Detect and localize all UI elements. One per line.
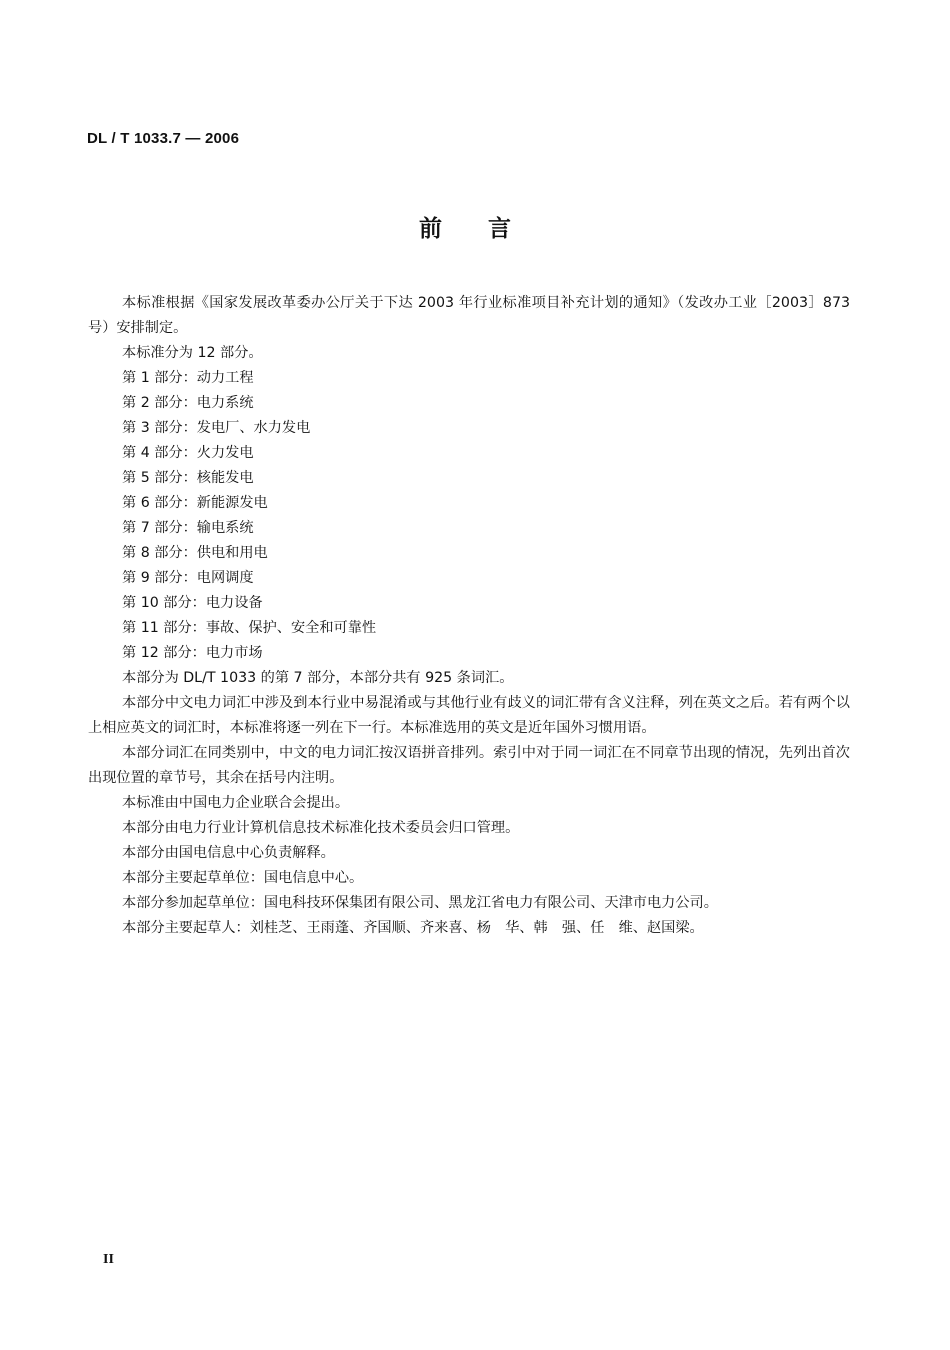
paragraph: 第 6 部分：新能源发电 [122,495,268,511]
paragraph: 第 3 部分：发电厂、水力发电 [122,420,311,436]
paragraph: 本标准分为 12 部分。 [122,345,263,361]
paragraph: 本部分词汇在同类别中，中文的电力词汇按汉语拼音排列。索引中对于同一词汇在不同章节出现的情况，先列出首次出现位置的章节号，其余在括号内注明。 [88,745,850,786]
paragraph: 第 10 部分：电力设备 [122,595,263,611]
paragraph: 第 9 部分：电网调度 [122,570,254,586]
page-number: II [103,1252,114,1267]
paragraph: 第 7 部分：输电系统 [122,520,254,536]
paragraph: 第 2 部分：电力系统 [122,395,254,411]
paragraph: 本部分为 DL/T 1033 的第 7 部分，本部分共有 925 条词汇。 [122,670,514,686]
paragraph: 本部分主要起草人：刘桂芝、王雨蓬、齐国顺、齐来喜、杨 华、韩 强、任 维、赵国梁。 [122,920,704,936]
paragraph: 第 1 部分：动力工程 [122,370,254,386]
paragraph: 第 11 部分：事故、保护、安全和可靠性 [122,620,377,636]
paragraph: 本部分由电力行业计算机信息技术标准化技术委员会归口管理。 [122,820,520,836]
paragraph: 第 5 部分：核能发电 [122,470,254,486]
paragraph: 第 4 部分：火力发电 [122,445,254,461]
paragraph: 本部分主要起草单位：国电信息中心。 [122,870,364,886]
paragraph: 本部分由国电信息中心负责解释。 [122,845,335,861]
paragraph: 本标准由中国电力企业联合会提出。 [122,795,350,811]
page-title: 前 言 [419,216,511,242]
paragraph: 本标准根据《国家发展改革委办公厅关于下达 2003 年行业标准项目补充计划的通知》（发改办工业［2003］873 号）安排制定。 [88,295,850,336]
paragraph: 第 12 部分：电力市场 [122,645,263,661]
document-id: DL / T 1033.7 — 2006 [87,130,240,147]
paragraph: 本部分中文电力词汇中涉及到本行业中易混淆或与其他行业有歧义的词汇带有含义注释，列在英文之后。若有两个以上相应英文的词汇时，本标准将逐一列在下一行。本标准选用的英文是近年国外习惯用语。 [88,695,850,736]
paragraph: 本部分参加起草单位：国电科技环保集团有限公司、黑龙江省电力有限公司、天津市电力公司。 [122,895,718,911]
paragraph: 第 8 部分：供电和用电 [122,545,268,561]
foreword-body [88,291,850,941]
